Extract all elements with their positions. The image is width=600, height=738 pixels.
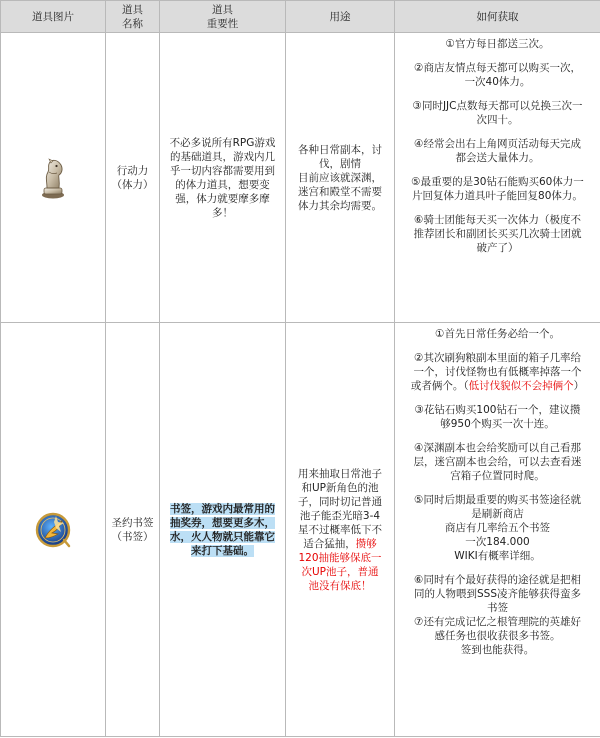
item-name: 圣约书签 [111,516,154,529]
header-image: 道具图片 [1,1,106,33]
item-alias: （体力） [111,178,154,191]
item-acquire-cell: ①官方每日都送三次。 ②商店友情点每天都可以购买一次， 一次40体力。 ③同时JJC点数每天都可以兑换三次一 次四十。 ④经常会出右上角网页活动每天完成 都会送大量体力。 ⑤最重要的是30钻石能购买60体力一 片回复体力道具叶子能回复80体力。 ⑥骑士团能每天买一次体力（极度不 推荐团长和副团长买买几次骑士团就 破产了） [395,33,600,323]
item-name-cell [106,33,160,323]
bookmark-emblem-icon [33,510,73,550]
header-usage: 用途 [286,1,395,33]
item-image-cell [1,323,106,737]
item-alias: （书签） [111,530,154,543]
table-row [1,33,600,323]
table-row [1,323,600,737]
header-acquire: 如何获取 [395,1,600,33]
item-name: 行动力 [116,164,149,177]
item-name-cell [106,323,160,737]
item-importance-cell: 不必多说所有RPG游戏 的基础道具，游戏内几 乎一切内容都需要用到 的体力道具，想要变 强，体力就要摩多摩 多！ [160,33,286,323]
header-importance: 道具 重要性 [160,1,286,33]
header-name: 道具 名称 [106,1,160,33]
item-acquire-cell: ①首先日常任务必给一个。 ②其次刷狗粮副本里面的箱子几率给 一个，讨伐怪物也有低概率掉落一个 或者俩个。（低讨伐貌似不会掉俩个） ③花钻石购买100钻石一个，建议攒 够950个购买一次十连。 ④深渊副本也会给奖励可以自己看那 层，迷宫副本也会给，可以去查看迷 宫箱子位置同时爬。 ⑤同时后期最重要的购买书签途径就 是刷新商店 商店有几率给五个书签 一次184.000 WIKI有概率详细。 ⑥同时有个最好获得的途径就是把相 同的人物喂到SSS凌齐能够获得蛮多 书签 ⑦还有完成记忆之根管理院的英雄好 感任务也很收获很多书签。 签到也能获得。 [395,323,600,737]
silver-knight-chess-piece-icon [38,157,68,199]
header-row [1,1,600,33]
item-image-cell [1,33,106,323]
item-usage-cell: 各种日常副本，讨 伐，剧情 目前应该就深渊， 迷宫和殿堂不需要 体力其余均需要。 [286,33,395,323]
item-usage-cell: 用来抽取日常池子 和UP新角色的池 子，同时切记普通 池子能歪光暗3-4 星不过概率低下不 适合猛抽，攒够 120抽能够保底一 次UP池子，普通 池没有保底！ [286,323,395,737]
item-importance-cell: 书签，游戏内最常用的 抽奖券，想要更多木， 水，火人物就只能靠它 来打下基础。 [160,323,286,737]
